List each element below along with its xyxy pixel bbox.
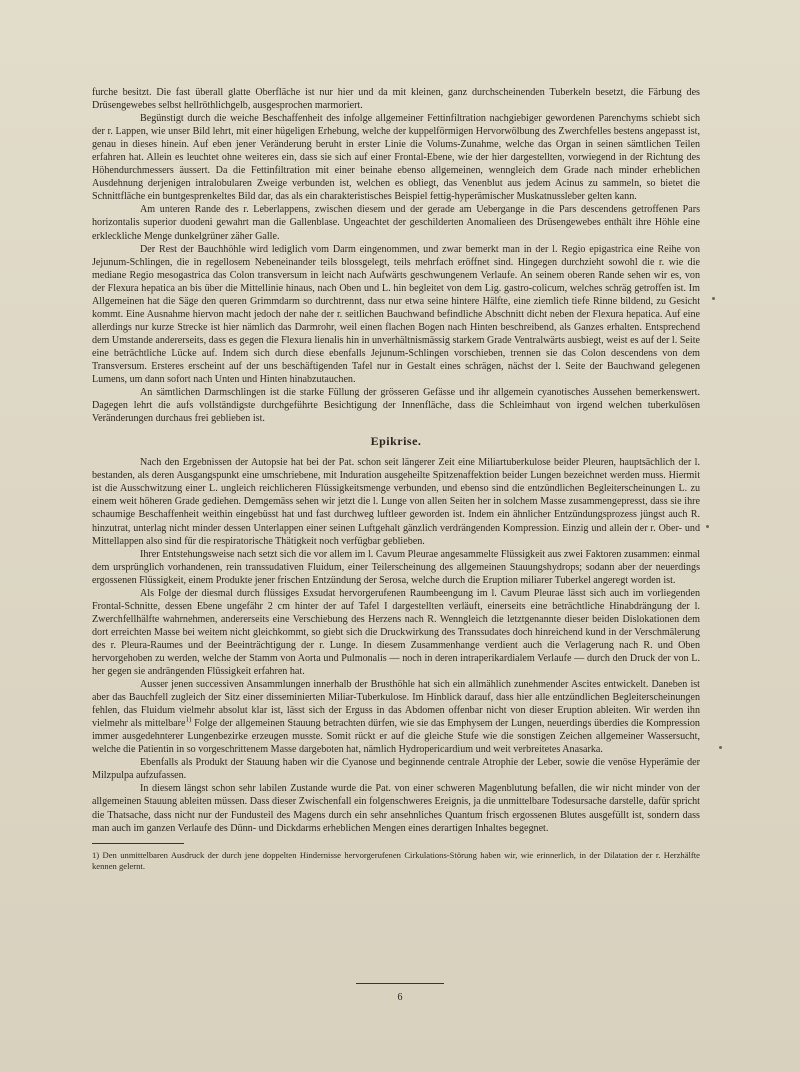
paragraph: [92, 678, 700, 756]
footnote-marker[interactable]: 1): [185, 715, 192, 724]
paragraph-text: Folge der allgemeinen Stauung betrachten dürfen, wie sie das Emphysem der Lungen, neuerdings überdies die Kompression immer ausgedehnterer Lungenbezirke erzeugen musste. Somit rückt er auf die gleiche Stufe wie die sonstigen Zeichen allgemeiner Wassersucht, welche die Patientin in so vorgeschrittenem Masse dargeboten hat, nämlich Hydropericardium und weit verbreitetes Anasarka.: [92, 718, 700, 756]
section-heading: Epikrise.: [370, 434, 422, 449]
paragraph: Am unteren Rande des r. Leberlappens, zwischen diesem und der gerade am Uebergange in die Pars descendens getroffenen Pars horizontalis superior duodeni gewahrt man die Gallenblase. Ungeachtet der geschilderten Anomalieen des Drüsengewebes enthält ihre Höhle eine erkleckliche Menge dunkelgrüner zäher Galle.: [92, 204, 700, 242]
footnote-divider: [92, 843, 184, 844]
page-number: 6: [397, 992, 403, 1003]
paragraph: Der Rest der Bauchhöhle wird lediglich vom Darm eingenommen, und zwar bemerkt man in der l. Regio epigastrica eine Reihe von Jejunum-Schlingen, die in regellosem Nebeneinander teils blossgelegt, teils mehrfach eröffnet sind. Hingegen durchzieht sowohl die r. wie die mediane Regio mesogastrica das Colon transversum in leicht nach Aufwärts geschwungenem Verlaufe. An seinem oberen Rande sehen wir es, von der Flexura hepatica an bis über die Mittellinie hinaus, nach Oben und L. hin begleitet von dem Lig. gastro-colicum, welches schräg getroffen ist. Im Allgemeinen hat die Säge den queren Grimmdarm so durchtrennt, dass nur etwa seine hintere Hälfte, eine ziemlich tiefe Rinne bildend, zu Gesicht kommt. Eine Ausnahme hiervon macht jedoch der nahe der r. seitlichen Bauchwand befindliche Abschnitt dicht neben der Flexura hepatica. Auf eine allerdings nur kurze Strecke ist hier nämlich das Darmrohr, weil einen flachen Bogen nach Hinten beschreibend, als Ganzes erhalten. Entsprechend dem Umstande andererseits, dass es gegen die Flexura lienalis hin in unverhältnismässig starkem Grade Ventralwärts ausbiegt, weist es auf der l. Seite eine beträchtliche Lücke auf. Indem sich durch diese ebenfalls Jejunum-Schlingen vorschieben, trennen sie das Colon descendens von dem Transversum. Ersteres erscheint auf der uns beschäftigenden Tafel nur in Gestalt eines schrägen, nächst der l. Seite der Bauchwand gelegenen Lumens, um dann sofort nach Unten und Hinten hinabzutauchen.: [92, 243, 700, 386]
paragraph: Ebenfalls als Produkt der Stauung haben wir die Cyanose und beginnende centrale Atrophie der Leber, sowie die venöse Hyperämie der Milzpulpa aufzufassen.: [92, 757, 700, 782]
paragraph: Nach den Ergebnissen der Autopsie hat bei der Pat. schon seit längerer Zeit eine Miliartuberkulose beider Pleuren, hauptsächlich der l. bestanden, als deren Ausgangspunkt eine umschriebene, mit Induration ausgeheilte Spitzenaffektion beider Lungen bezeichnet werden muss. Hiermit ist die Ausschwitzung einer L. ungleich reichlicheren Flüssigkeitsmenge verbunden, und ebenso sind die entzündlichen Begleiterscheinungen L. zu einem weit höheren Grade gediehen. Demgemäss sehen wir jetzt die l. Lunge von allen Seiten her in solchem Masse zusammengepresst, dass sie ihre schaumige Beschaffenheit weithin eingebüsst hat und fast durchweg luftleer geworden ist. Indem ein ähnlicher Entzündungsprozess jüngst auch R. hinzutrat, unterlag nicht minder dessen Unterlappen einer seinen Luftgehalt gänzlich verdrängenden Kompression. Einzig und allein der r. Ober- und Mittellappen also sind für die respiratorische Thätigkeit noch verfügbar geblieben.: [92, 457, 700, 547]
margin-speck: [712, 297, 715, 300]
margin-speck: [719, 746, 722, 749]
text-block: [92, 86, 700, 872]
paragraph: Als Folge der diesmal durch flüssiges Exsudat hervorgerufenen Raumbeengung im l. Cavum Pleurae lässt sich auch im vorliegenden Frontal-Schnitte, dessen Ebene ungefähr 2 cm hinter der auf Tafel I dargestellten verläuft, einerseits eine beträchtliche Hinabdrängung der l. Zwerchfellhälfte wahrnehmen, andererseits eine Verschiebung des Herzens nach R. Wenngleich die letztgenannte dieser beiden Dislokationen dem dort erreichten Masse bei weitem nicht gleichkommt, so giebt sich die Druckwirkung des Transsudates doch hinreichend kund in der Verschmälerung des r. Pleura-Raumes und der Beeinträchtigung der r. Lunge. In diesem Zusammenhange verdient auch die Verlagerung nach R. und Oben hervorgehoben zu werden, welche der Stamm von Aorta und Pulmonalis — noch in deren intraperikardialem Verlaufe — durch den Druck der von L. her gegen sie andrängenden Flüssigkeit erfahren hat.: [92, 587, 700, 678]
paragraph: An sämtlichen Darmschlingen ist die starke Füllung der grösseren Gefässe und ihr allgemein cyanotisches Aussehen bemerkenswert. Dagegen lehrt die aufs vollständigste durchgeführte Besichtigung der Innenfläche, dass die Schleimhaut von irgend welchen tuberkulösen Veränderungen durchaus frei geblieben ist.: [92, 387, 700, 425]
page-divider: [356, 983, 444, 984]
paragraph-text: Ausser jenen successiven Ansammlungen innerhalb der Brusthöhle hat sich ein allmählich zunehmender Ascites entwickelt. Daneben ist aber das Bauchfell zugleich der Sitz einer disseminierten Miliar-Tuberkulose. Im Hinblick darauf, dass hier alle entzündlichen Begleiterscheinungen fehlen, das Fluidum vielmehr absolut klar ist, lässt sich der Erguss in das Abdomen offenbar nicht von dieser Eruption ableiten. Wir werden ihn vielmehr als mittelbare: [92, 679, 700, 730]
paragraph: In diesem längst schon sehr labilen Zustande wurde die Pat. von einer schweren Magenblutung befallen, die wir nicht minder von der allgemeinen Stauung ableiten müssen. Dass dieser Zwischenfall ein folgenschweres Ereignis, ja die unmittelbare Todesursache darstelle, dafür spricht die Thatsache, dass nicht nur der Fundusteil des Magens durch ein sehr ansehnliches Quantum frisch ergossenen Blutes ausgefüllt ist, sondern dass man auch im ganzen Verlaufe des Dünn- und Dickdarms erheblichen Mengen eines derartigen Inhaltes begegnet.: [92, 783, 700, 834]
paragraph: Begünstigt durch die weiche Beschaffenheit des infolge allgemeiner Fettinfiltration nachgiebiger gewordenen Parenchyms schiebt sich der r. Lappen, wie unser Bild lehrt, mit einer hügeligen Erhebung, welche der kuppelförmigen Hervorwölbung des Zwerchfelles bestens angepasst ist, genau in dieses hinein. Auf eben jener Veränderung beruht in erster Linie die Volums-Zunahme, welche das Organ in seinen sämtlichen Teilen erfahren hat. Allein es leuchtet ohne weiteres ein, dass sie sich auf einer Frontal-Ebene, wie der hier dargestellten, vorwiegend in der Richtung des Höhendurchmessers äussert. Da die Fettinfiltration mit einer beinahe ebenso allgemeinen, wenngleich dem Grade nach minder erheblichen Ausdehnung derjenigen intralobularen Zweige verbunden ist, welchen es obliegt, das Venenblut aus jedem Acinus zu sammeln, so bietet die Schnittfläche ein buntgesprenkeltes Bild dar, das als ein charakteristisches Beispiel fettig-hyperämischer Muskatnussleber gelten kann.: [92, 113, 700, 203]
paragraph: Ihrer Entstehungsweise nach setzt sich die vor allem im l. Cavum Pleurae angesammelte Flüssigkeit aus zwei Faktoren zusammen: einmal dem ursprünglich vorhandenen, rein transsudativen Fluidum, einer Teilerscheinung des allgemeinen Stauungshydrops; sodann aber der neuerdings ergossenen Flüssigkeit, einem Produkte jener frischen Entzündung der Serosa, welche durch die Eruption miliarer Tuberkel angeregt worden ist.: [92, 548, 700, 586]
footnote: 1) Den unmittelbaren Ausdruck der durch jene doppelten Hindernisse hervorgerufenen Cirkulations-Störung haben wir, wie erinnerlich, in der Dilatation der r. Herzhälfte kennen gelernt.: [92, 849, 700, 871]
paragraph: furche besitzt. Die fast überall glatte Oberfläche ist nur hier und da mit kleinen, ganz durchscheinenden Tuberkeln besetzt, die Färbung des Drüsengewebes selbst hellröthlichgelb, ausgesprochen marmoriert.: [92, 87, 700, 112]
margin-speck: [706, 525, 709, 528]
